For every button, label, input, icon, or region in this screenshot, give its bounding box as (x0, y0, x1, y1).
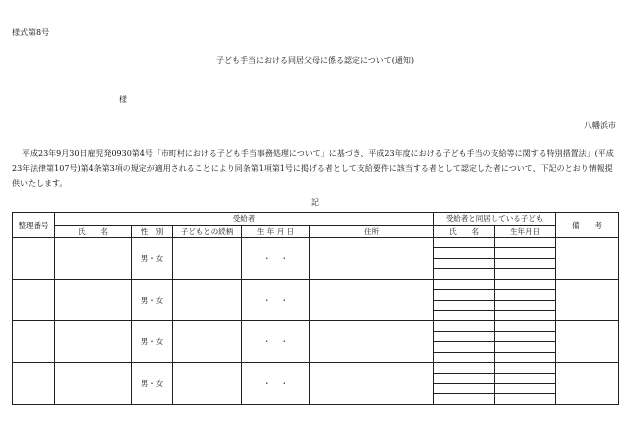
cell-gender[interactable]: 男・女 (132, 238, 173, 280)
cell-child-dob[interactable] (495, 373, 556, 383)
table-row (13, 363, 619, 373)
cell-seiri-bango[interactable] (13, 279, 55, 321)
table-row (13, 321, 619, 331)
cell-address[interactable] (310, 279, 434, 321)
cell-relation[interactable] (173, 279, 242, 321)
cell-remarks[interactable] (556, 363, 619, 405)
addressee-suffix: 様 (119, 95, 127, 104)
cell-dob[interactable]: ・・ (242, 321, 310, 363)
body-paragraph: 平成23年9月30日雇児発0930第4号「市町村における子ども手当事務処理について」に基づき、平成23年度における子ども手当の支給等に関する特別措置法」(平成23年法律第107号)第4条第3項の規定が適用されることにより同条第1項第1号に掲げる者として支給要件に該当する者として認定した者について、下記のとおり情報提供いたします。 (12, 149, 614, 188)
cell-child-dob[interactable] (495, 363, 556, 373)
cell-child-dob[interactable] (495, 352, 556, 362)
cell-child-dob[interactable] (495, 279, 556, 289)
cell-child-dob[interactable] (495, 383, 556, 393)
cell-seiri-bango[interactable] (13, 363, 55, 405)
cell-dob[interactable]: ・・ (242, 279, 310, 321)
form-number: 様式第8号 (12, 28, 50, 37)
header-cohabiting-group: 受給者と同居している子ども (434, 213, 556, 226)
cell-child-name[interactable] (434, 269, 495, 279)
cell-dob[interactable]: ・・ (242, 363, 310, 405)
cell-child-dob[interactable] (495, 290, 556, 300)
header-dob: 生 年 月 日 (242, 225, 310, 238)
header-child-name: 氏 名 (434, 225, 495, 238)
cell-child-name[interactable] (434, 321, 495, 331)
header-remarks: 備 考 (556, 213, 619, 238)
cell-relation[interactable] (173, 238, 242, 280)
cell-child-dob[interactable] (495, 321, 556, 331)
cell-relation[interactable] (173, 363, 242, 405)
cell-remarks[interactable] (556, 279, 619, 321)
cell-seiri-bango[interactable] (13, 321, 55, 363)
cell-child-name[interactable] (434, 310, 495, 320)
cell-name[interactable] (55, 279, 132, 321)
cell-child-dob[interactable] (495, 310, 556, 320)
cell-child-name[interactable] (434, 363, 495, 373)
header-seiri-bango: 整理番号 (13, 213, 55, 238)
cell-child-name[interactable] (434, 258, 495, 268)
cell-name[interactable] (55, 321, 132, 363)
cell-seiri-bango[interactable] (13, 238, 55, 280)
cell-child-name[interactable] (434, 238, 495, 248)
header-child-dob: 生年月日 (495, 225, 556, 238)
cell-child-name[interactable] (434, 342, 495, 352)
table-row (13, 238, 619, 248)
cell-child-name[interactable] (434, 394, 495, 405)
cell-name[interactable] (55, 238, 132, 280)
cell-child-dob[interactable] (495, 269, 556, 279)
header-gender: 性 別 (132, 225, 173, 238)
cell-child-dob[interactable] (495, 238, 556, 248)
cell-dob[interactable]: ・・ (242, 238, 310, 280)
cell-child-name[interactable] (434, 352, 495, 362)
cell-gender[interactable]: 男・女 (132, 321, 173, 363)
cell-child-dob[interactable] (495, 394, 556, 405)
sender-name: 八幡浜市 (584, 121, 616, 130)
cell-gender[interactable]: 男・女 (132, 363, 173, 405)
cell-child-dob[interactable] (495, 342, 556, 352)
cell-address[interactable] (310, 238, 434, 280)
cell-name[interactable] (55, 363, 132, 405)
cell-child-name[interactable] (434, 248, 495, 258)
cell-gender[interactable]: 男・女 (132, 279, 173, 321)
cell-child-name[interactable] (434, 300, 495, 310)
cell-remarks[interactable] (556, 238, 619, 280)
cell-address[interactable] (310, 321, 434, 363)
cell-relation[interactable] (173, 321, 242, 363)
cell-child-name[interactable] (434, 331, 495, 341)
header-relation: 子どもとの続柄 (173, 225, 242, 238)
header-address: 住所 (310, 225, 434, 238)
table-row (13, 279, 619, 289)
record-table (12, 212, 619, 405)
cell-child-name[interactable] (434, 290, 495, 300)
cell-child-name[interactable] (434, 373, 495, 383)
cell-remarks[interactable] (556, 321, 619, 363)
header-recipient-group: 受給者 (55, 213, 434, 226)
document-title: 子ども手当における同居父母に係る認定について(通知) (215, 56, 415, 65)
cell-child-dob[interactable] (495, 248, 556, 258)
cell-child-dob[interactable] (495, 258, 556, 268)
header-name: 氏 名 (55, 225, 132, 238)
cell-child-name[interactable] (434, 279, 495, 289)
record-heading: 記 (311, 198, 319, 207)
cell-child-dob[interactable] (495, 300, 556, 310)
cell-child-name[interactable] (434, 383, 495, 393)
cell-address[interactable] (310, 363, 434, 405)
cell-child-dob[interactable] (495, 331, 556, 341)
